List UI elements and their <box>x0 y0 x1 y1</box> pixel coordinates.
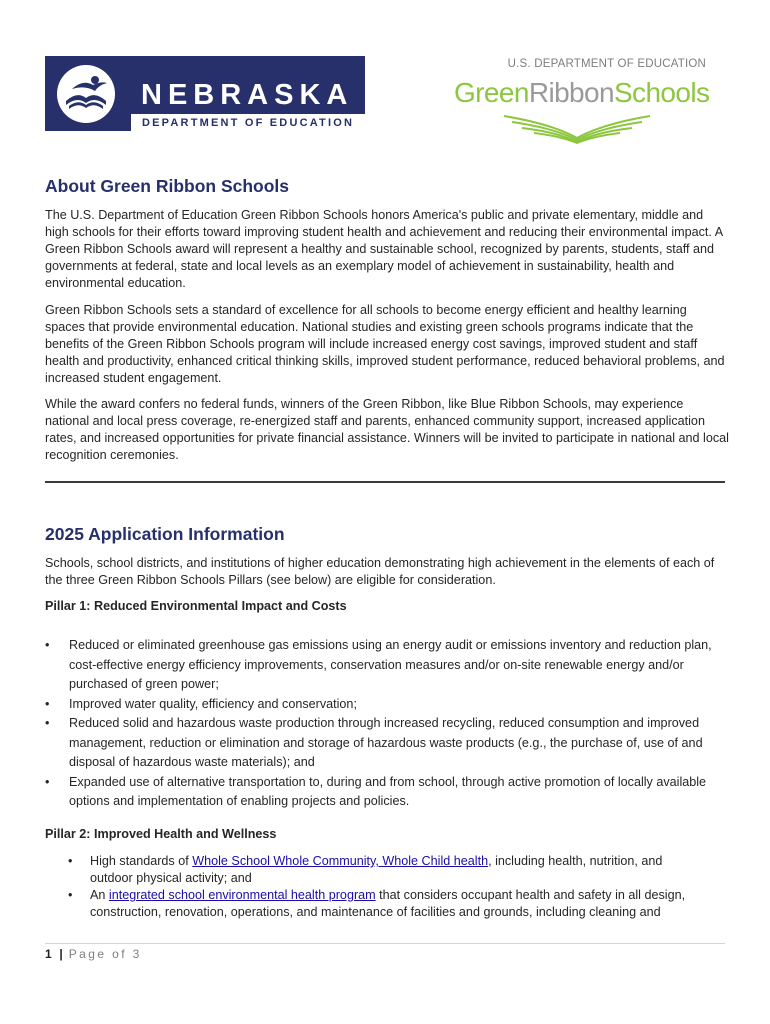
list-item-text: Reduced or eliminated greenhouse gas emissions using an energy audit or emissions inventory and reduction plan, cost-effective energy efficiency improvements, conservation measures and/or on-site renewable energy and/or purchased of green power; <box>69 638 712 691</box>
gr-logo-schools: Schools <box>613 77 710 108</box>
bullet-icon: • <box>68 854 73 868</box>
list-item-text: Expanded use of alternative transportation to, during and from school, through active promotion of locally available options and implementation of enabling projects and policies. <box>69 774 707 808</box>
list-item-text: , including health, nutrition, and outdoor physical activity; and <box>90 854 663 885</box>
whole-child-health-link[interactable]: Whole School Whole Community, Whole Child health <box>192 854 489 868</box>
bullet-icon: • <box>45 716 50 730</box>
gr-logo-green: Green <box>454 77 529 108</box>
environmental-health-program-link[interactable]: integrated school environmental health program <box>108 888 376 902</box>
list-item <box>68 887 708 921</box>
nebraska-logo-subtitle: DEPARTMENT OF EDUCATION <box>142 117 355 129</box>
application-intro: Schools, school districts, and institutions of higher education demonstrating high achievement in the elements of each of the three Green Ribbon Schools Pillars (see below) are eligible for consideration. <box>45 556 715 587</box>
gr-logo-dept: U.S. DEPARTMENT OF EDUCATION <box>507 58 706 70</box>
about-heading: About Green Ribbon Schools <box>45 176 290 196</box>
page-footer <box>45 947 142 961</box>
bullet-icon: • <box>68 888 73 902</box>
gr-logo-name <box>454 76 709 110</box>
bullet-icon: • <box>45 696 50 711</box>
page-number: 1 <box>45 947 52 961</box>
list-item-text: Improved water quality, efficiency and conservation; <box>69 696 357 711</box>
about-paragraph-1: The U.S. Department of Education Green Ribbon Schools honors America's public and private elementary, middle and high schools for their efforts toward improving student health and achievement and reducing their environmental impact. A Green Ribbon Schools award will represent a healthy and sustainable school, recognized by parents, students, staff and governments at federal, state and local levels as an exemplary model of achievement in sustainability, health and environmental education. <box>45 208 723 290</box>
pillar-1-heading: Pillar 1: Reduced Environmental Impact and Costs <box>45 599 347 613</box>
footer-separator: | <box>59 947 63 961</box>
gr-logo-ribbon: Ribbon <box>528 77 614 108</box>
nebraska-doe-logo <box>45 56 365 131</box>
list-item-text: that considers occupant health and safety in all design, construction, renovation, operations, and maintenance of facilities and grounds, including cleaning and <box>90 888 686 919</box>
nebraska-logo-title: NEBRASKA <box>141 79 354 111</box>
list-item <box>45 636 735 695</box>
list-item <box>68 853 708 887</box>
list-item-text: High standards of <box>90 854 193 868</box>
green-ribbon-schools-logo <box>452 58 710 148</box>
about-paragraph-2: Green Ribbon Schools sets a standard of excellence for all schools to become energy efficient and healthy learning spaces that provide environmental education. National studies and existing green schools programs indicate that the benefits of the Green Ribbon Schools program will include increased energy cost savings, improved student and staff health and productivity, enhanced critical thinking skills, improved student performance, reduced behavioral problems, and increased student engagement. <box>45 303 725 385</box>
section-divider <box>45 481 725 483</box>
list-item-text: Reduced solid and hazardous waste production through increased recycling, reduced consumption and improved management, reduction or elimination and storage of hazardous waste products (e.g., the purchase of, use of and disposal of hazardous waste materials); and <box>69 716 703 769</box>
ribbon-swoosh-icon <box>502 110 652 144</box>
pillar-1-list <box>45 636 735 812</box>
nebraska-emblem-icon <box>57 65 115 123</box>
footer-rule <box>45 943 725 944</box>
bullet-icon: • <box>45 774 50 789</box>
list-item <box>45 714 735 773</box>
list-item-text: An <box>90 888 109 902</box>
about-paragraph-3: While the award confers no federal funds, winners of the Green Ribbon, like Blue Ribbon Schools, may experience national and local press coverage, re-energized staff and parents, enhanced community support, increased application rates, and increased opportunities for private financial assistance. Winners will be invited to participate in national and local recognition ceremonies. <box>45 397 729 462</box>
application-heading: 2025 Application Information <box>45 524 285 544</box>
pillar-2-heading: Pillar 2: Improved Health and Wellness <box>45 827 277 841</box>
page-of-label: Page of 3 <box>68 947 142 961</box>
list-item <box>45 695 735 715</box>
pillar-2-list <box>68 853 708 921</box>
list-item <box>45 773 735 812</box>
bullet-icon: • <box>45 638 50 652</box>
